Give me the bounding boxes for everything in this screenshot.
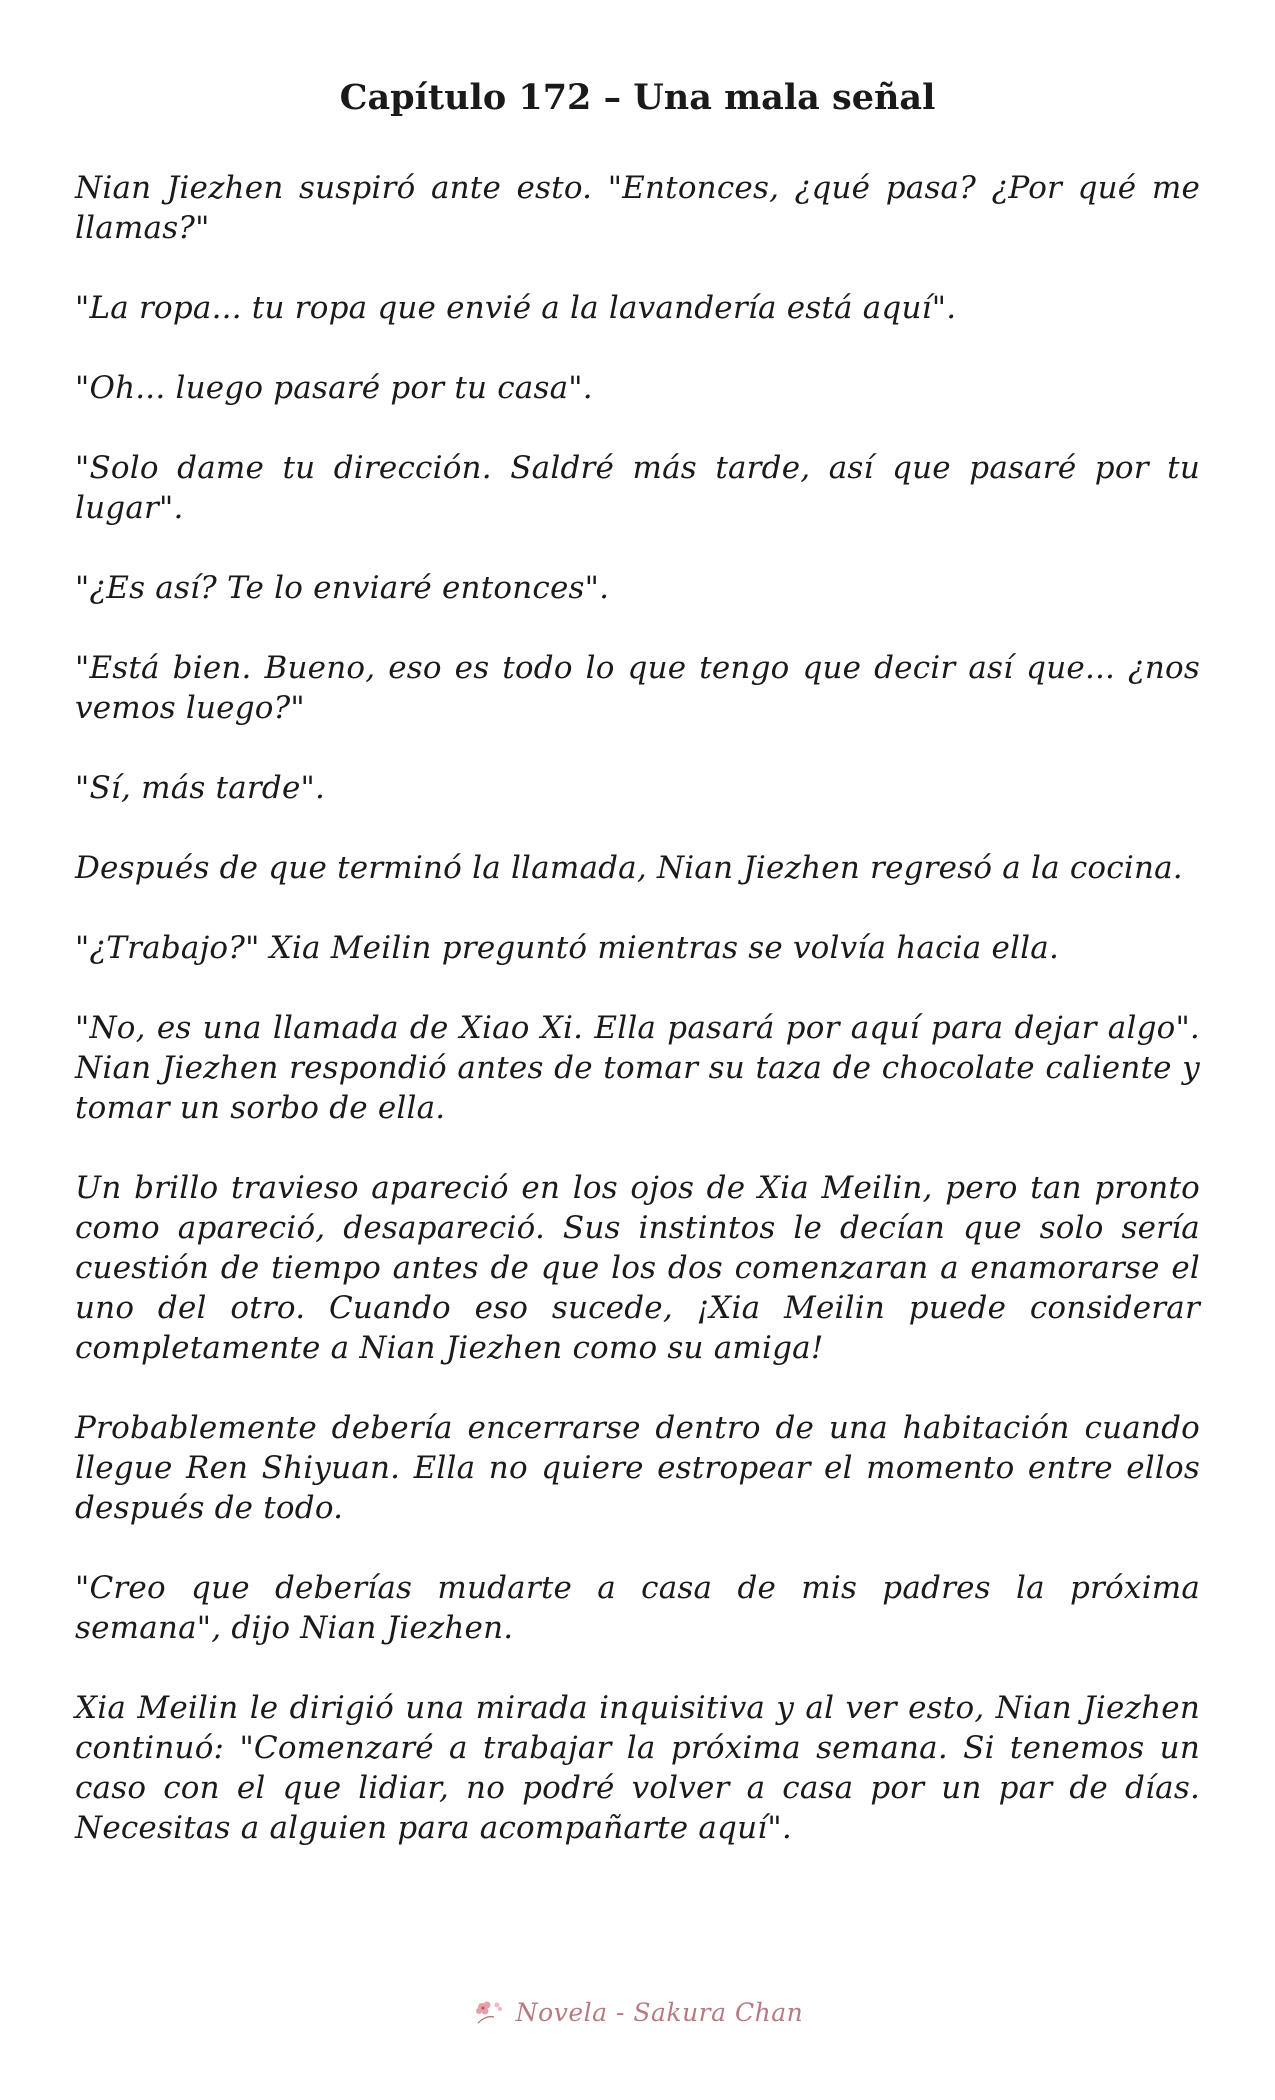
paragraph: Nian Jiezhen suspiró ante esto. "Entonces, ¿qué pasa? ¿Por qué me llamas?"	[75, 170, 1200, 246]
paragraph: Después de que terminó la llamada, Nian Jiezhen regresó a la cocina.	[75, 850, 1183, 886]
paragraph: "¿Es así? Te lo enviaré entonces".	[75, 570, 610, 606]
paragraph: "Solo dame tu dirección. Saldré más tarde, así que pasaré por tu lugar".	[75, 450, 1200, 526]
paragraph: "Está bien. Bueno, eso es todo lo que tengo que decir así que... ¿nos vemos luego?"	[75, 650, 1200, 726]
watermark-text: Novela - Sakura Chan	[515, 1997, 804, 2027]
paragraph: "Oh... luego pasaré por tu casa".	[75, 370, 593, 406]
paragraph: Un brillo travieso apareció en los ojos de Xia Meilin, pero tan pronto como apareció, desapareció. Sus instintos le decían que solo sería cuestión de tiempo antes de que los dos comenzaran a enamorarse el uno del otro. Cuando eso sucede, ¡Xia Meilin puede considerar completamente a Nian Jiezhen como su amiga!	[75, 1170, 1200, 1366]
paragraph: "¿Trabajo?" Xia Meilin preguntó mientras se volvía hacia ella.	[75, 930, 1059, 966]
sakura-flower-icon	[472, 1997, 508, 2027]
paragraph: "No, es una llamada de Xiao Xi. Ella pasará por aquí para dejar algo". Nian Jiezhen respondió antes de tomar su taza de chocolate caliente y tomar un sorbo de ella.	[75, 1010, 1200, 1126]
paragraph: Probablemente debería encerrarse dentro de una habitación cuando llegue Ren Shiyuan. Ella no quiere estropear el momento entre ellos después de todo.	[75, 1410, 1200, 1526]
paragraph: Xia Meilin le dirigió una mirada inquisitiva y al ver esto, Nian Jiezhen continuó: "Comenzaré a trabajar la próxima semana. Si tenemos un caso con el que lidiar, no podré volver a casa por un par de días. Necesitas a alguien para acompañarte aquí".	[75, 1690, 1200, 1846]
chapter-title: Capítulo 172 – Una mala señal	[339, 77, 936, 118]
paragraph: "Creo que deberías mudarte a casa de mis padres la próxima semana", dijo Nian Jiezhen.	[75, 1570, 1200, 1646]
chapter-body	[75, 168, 1200, 1888]
paragraph: "La ropa... tu ropa que envié a la lavandería está aquí".	[75, 290, 957, 326]
paragraph: "Sí, más tarde".	[75, 770, 326, 806]
footer-watermark	[0, 1990, 1275, 2034]
